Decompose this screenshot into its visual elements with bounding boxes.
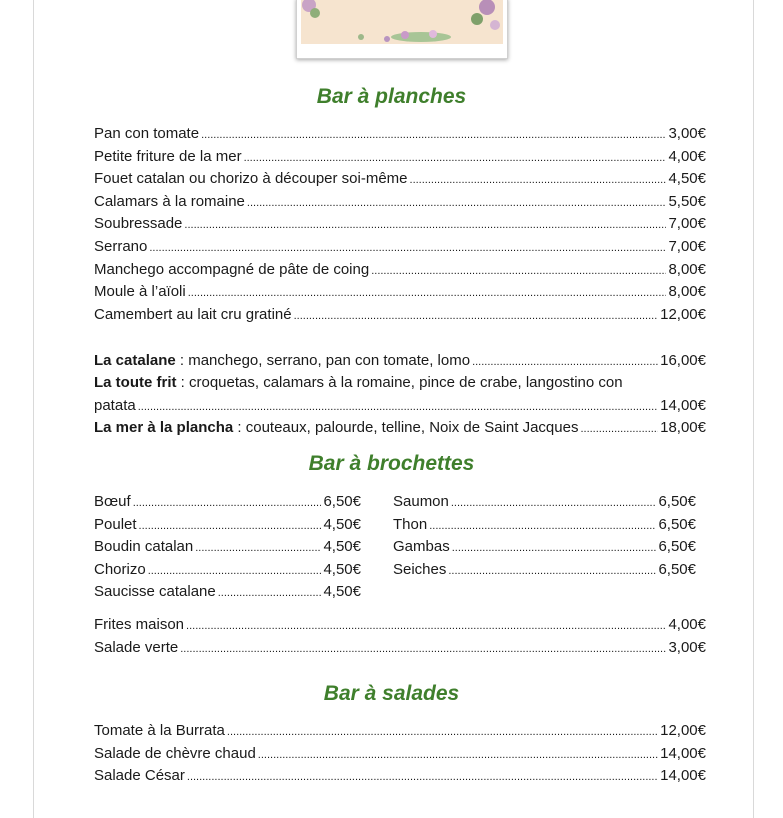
menu-item — [393, 514, 696, 537]
menu-item-name: Saumon — [393, 493, 449, 510]
menu-item — [94, 191, 706, 214]
dot-leader — [294, 304, 659, 327]
menu-item-price: 7,00€ — [668, 238, 706, 255]
dot-leader — [227, 720, 658, 743]
menu-item-price: 4,50€ — [323, 560, 361, 578]
section-title-planches: Bar à planches — [316, 85, 467, 108]
menu-item-name: Poulet — [94, 515, 137, 533]
dot-leader — [258, 743, 658, 766]
menu-item-price: 7,00€ — [668, 215, 706, 233]
menu-item-price: 4,00€ — [668, 616, 706, 633]
combo-desc: : couteaux, palourde, telline, Noix de Saint Jacques — [233, 419, 579, 436]
menu-item — [94, 514, 361, 537]
combo-price: 16,00€ — [660, 352, 706, 369]
menu-item-name: Salade de chèvre chaud — [94, 744, 256, 762]
dot-leader — [148, 559, 322, 582]
menu-item-name: Serrano — [94, 238, 148, 255]
dot-leader — [139, 514, 322, 537]
menu-item-name: Tomate à la Burrata — [94, 722, 225, 739]
logo-card — [296, 0, 508, 59]
menu-item-price: 4,50€ — [323, 538, 361, 556]
menu-item — [393, 491, 696, 514]
dot-leader — [186, 614, 666, 637]
menu-item — [94, 581, 361, 604]
combo-desc: : croquetas, calamars à la romaine, pince de crabe, langostino con — [176, 374, 623, 391]
dot-leader — [149, 236, 666, 259]
menu-item — [94, 123, 706, 146]
combo-price: 18,00€ — [660, 419, 706, 436]
menu-item-price: 14,00€ — [660, 744, 706, 762]
menu-item-name: Salade verte — [94, 638, 179, 656]
menu-item — [94, 614, 706, 637]
menu-item-name: Soubressade — [94, 215, 183, 233]
menu-item-name: Bœuf — [94, 493, 131, 510]
menu-item — [94, 213, 706, 236]
dot-leader — [452, 536, 657, 559]
combo-name: La catalane — [94, 352, 176, 369]
menu-item-price: 12,00€ — [660, 305, 706, 323]
menu-item-price: 6,50€ — [658, 515, 696, 533]
menu-item-price: 5,50€ — [668, 192, 706, 210]
menu-item-price: 8,00€ — [668, 283, 706, 301]
menu-item — [393, 536, 696, 559]
combo-desc: : manchego, serrano, pan con tomate, lomo — [175, 352, 471, 369]
menu-item — [94, 559, 361, 582]
menu-item — [94, 146, 706, 169]
combo-desc-cont: patata — [94, 397, 136, 414]
menu-item — [94, 743, 706, 766]
menu-item — [94, 259, 706, 282]
menu-item-name: Moule à l’aïoli — [94, 283, 186, 301]
menu-item-price: 3,00€ — [668, 125, 706, 142]
combo-toute-frit-line1 — [94, 372, 714, 394]
menu-item — [393, 559, 696, 582]
dot-leader — [184, 213, 666, 236]
dot-leader — [371, 259, 666, 282]
menu-item-name: Camembert au lait cru gratiné — [94, 305, 292, 323]
section-title-salades: Bar à salades — [323, 682, 460, 705]
menu-item-price: 8,00€ — [668, 260, 706, 278]
menu-item — [94, 720, 706, 743]
menu-item-price: 6,50€ — [658, 538, 696, 556]
menu-item-name: Boudin catalan — [94, 538, 194, 556]
dot-leader — [133, 491, 322, 514]
menu-item — [94, 281, 706, 304]
menu-item-price: 12,00€ — [660, 722, 706, 739]
menu-item — [94, 637, 706, 660]
floral-logo-image — [301, 0, 503, 44]
menu-item — [94, 168, 706, 191]
menu-item-name: Manchego accompagné de pâte de coing — [94, 260, 370, 278]
dot-leader — [429, 514, 656, 537]
dot-leader — [410, 168, 667, 191]
combo-price: 14,00€ — [660, 397, 706, 414]
dot-leader — [187, 765, 658, 788]
dot-leader — [180, 637, 666, 660]
dot-leader — [201, 123, 666, 146]
combo-name: La toute frit — [94, 374, 177, 391]
menu-item-price: 4,50€ — [323, 583, 361, 601]
menu-item — [94, 765, 706, 788]
menu-item-name: Pan con tomate — [94, 125, 200, 142]
menu-item — [94, 304, 706, 327]
menu-item-name: Chorizo — [94, 560, 146, 578]
menu-item-price: 6,50€ — [323, 493, 361, 510]
dot-leader — [188, 281, 667, 304]
menu-item-name: Saucisse catalane — [94, 583, 216, 601]
section-title-brochettes: Bar à brochettes — [308, 452, 475, 475]
menu-item-price: 6,50€ — [658, 493, 696, 510]
dot-leader — [247, 191, 667, 214]
menu-item — [94, 491, 361, 514]
combo-mer-plancha — [94, 417, 706, 440]
dot-leader — [448, 559, 656, 582]
combo-catalane — [94, 350, 706, 373]
dot-leader — [451, 491, 657, 514]
menu-item-price: 3,00€ — [668, 638, 706, 656]
flower-decoration-icon — [301, 0, 503, 44]
combo-toute-frit-line2 — [94, 395, 706, 418]
menu-item-name: Calamars à la romaine — [94, 192, 245, 210]
menu-item — [94, 236, 706, 259]
menu-item-price: 4,50€ — [323, 515, 361, 533]
menu-item — [94, 536, 361, 559]
menu-item-price: 6,50€ — [658, 560, 696, 578]
combo-name: La mer à la plancha — [94, 419, 234, 436]
menu-item-name: Gambas — [393, 538, 450, 556]
menu-item-price: 4,00€ — [668, 147, 706, 165]
menu-item-price: 4,50€ — [668, 170, 706, 188]
menu-item-name: Salade César — [94, 767, 185, 785]
dot-leader — [218, 581, 322, 604]
menu-item-name: Thon — [393, 515, 428, 533]
menu-item-name: Fouet catalan ou chorizo à découper soi-même — [94, 170, 408, 188]
menu-item-price: 14,00€ — [660, 767, 706, 785]
menu-item-name: Frites maison — [94, 616, 185, 633]
menu-item-name: Petite friture de la mer — [94, 147, 242, 165]
dot-leader — [195, 536, 321, 559]
dot-leader — [244, 146, 667, 169]
menu-item-name: Seiches — [393, 560, 447, 578]
